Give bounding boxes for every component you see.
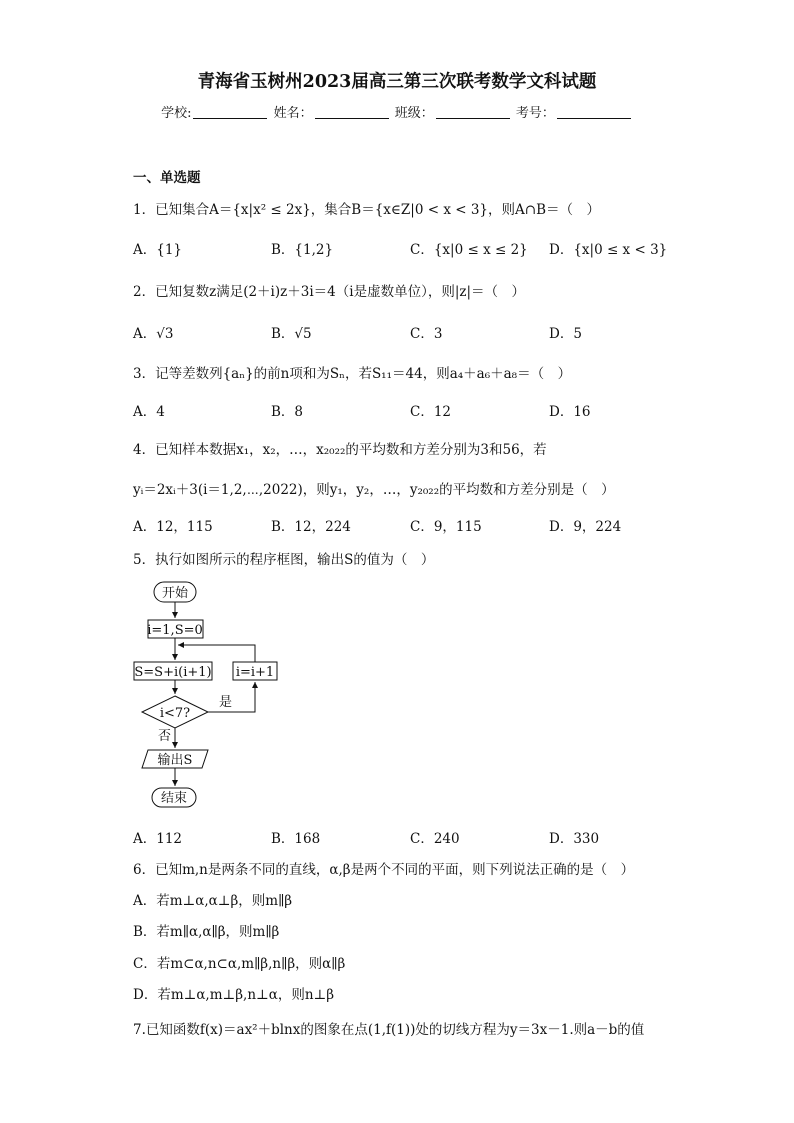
school-label: 学校: [161,106,192,121]
class-label: 班级： [394,106,434,121]
page-title: 青海省玉树州2023届高三第三次联考数学文科试题 [197,72,597,92]
question-6-option-a[interactable]: A．若m⊥α,α⊥β，则m∥β [133,893,293,909]
question-3-stem: 3．记等差数列{aₙ}的前n项和为Sₙ，若S₁₁＝44，则a₄＋a₆＋a₈＝（ ） [133,366,572,382]
question-1-stem: 1．已知集合A＝{x|x² ≤ 2x}，集合B＝{x∈Z|0 < x < 3}，则A∩B＝（ ） [133,202,600,218]
number-label: 考号： [515,106,555,121]
question-6-option-c[interactable]: C．若m⊂α,n⊂α,m∥β,n∥β，则α∥β [133,956,346,972]
question-4-stem-line2: yᵢ＝2xᵢ＋3(i＝1,2,⋯,2022)，则y₁，y₂，…，y₂₀₂₂的平均数和方差分别是（ ） [133,482,615,498]
option-c[interactable]: C．{x|0 ≤ x ≤ 2} [410,242,528,258]
school-blank[interactable] [193,105,267,119]
option-b[interactable]: B．168 [271,831,321,847]
option-b[interactable]: B．√5 [271,326,312,342]
flow-end-label: 结束 [160,791,188,806]
flow-decision-label: i<7? [159,706,191,721]
flow-no-label: 否 [158,729,172,744]
option-a[interactable]: A．4 [133,404,165,420]
question-2-stem: 2．已知复数z满足(2＋i)z＋3i＝4（i是虚数单位），则|z|＝（ ） [133,284,526,300]
class-blank[interactable] [436,105,510,119]
option-d[interactable]: D．16 [549,404,591,420]
student-info-row [0,102,794,121]
question-6-option-b[interactable]: B．若m∥α,α∥β，则m∥β [133,924,280,940]
option-c[interactable]: C．12 [410,404,452,420]
option-a[interactable]: A．√3 [133,326,174,342]
option-d[interactable]: D．{x|0 ≤ x < 3} [549,242,668,258]
question-6-stem: 6．已知m,n是两条不同的直线，α,β是两个不同的平面，则下列说法正确的是（ ） [133,862,635,878]
option-d[interactable]: D．5 [549,326,582,342]
number-blank[interactable] [557,105,631,119]
name-label: 姓名： [273,106,313,121]
flow-start-label: 开始 [161,586,189,601]
flow-yes-label: 是 [219,695,233,710]
option-c[interactable]: C．3 [410,326,443,342]
flow-update-s-label: S=S+i(i+1) [134,665,212,680]
option-d[interactable]: D．9，224 [549,519,622,535]
question-7-stem: 7.已知函数f(x)＝ax²＋blnx的图象在点(1,f(1))处的切线方程为y＝3x－1.则a－b的值 [133,1022,645,1038]
option-b[interactable]: B．12，224 [271,519,351,535]
question-4-stem: 4．已知样本数据x₁，x₂，…，x₂₀₂₂的平均数和方差分别为3和56，若 [133,442,547,458]
option-c[interactable]: C．240 [410,831,460,847]
option-a[interactable]: A．112 [133,831,183,847]
option-a[interactable]: A．{1} [133,242,183,258]
flow-loop-arrow [178,645,255,662]
option-b[interactable]: B．{1,2} [271,242,334,258]
flow-output-label: 输出S [157,753,193,768]
option-c[interactable]: C．9，115 [410,519,482,535]
option-d[interactable]: D．330 [549,831,600,847]
flow-init-label: i=1,S=0 [147,623,203,638]
question-6-option-d[interactable]: D．若m⊥α,m⊥β,n⊥α，则n⊥β [133,987,335,1003]
section-heading: 一、单选题 [133,170,201,186]
option-a[interactable]: A．12，115 [133,519,213,535]
question-5-stem: 5．执行如图所示的程序框图，输出S的值为（ ） [133,552,435,568]
option-b[interactable]: B．8 [271,404,304,420]
flow-increment-label: i=i+1 [235,665,275,680]
program-flowchart [128,578,298,813]
name-blank[interactable] [315,105,389,119]
